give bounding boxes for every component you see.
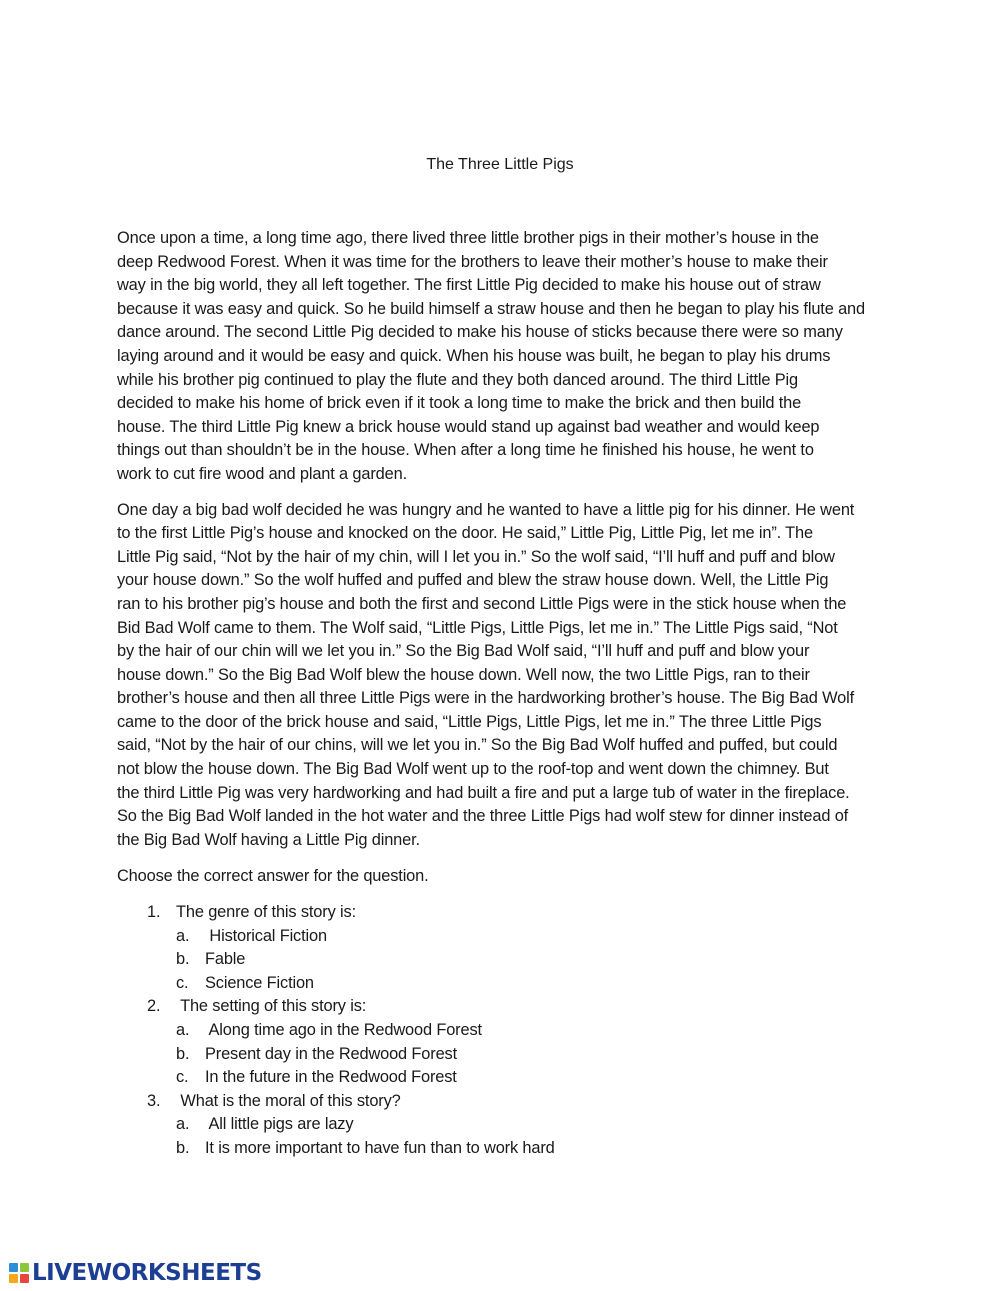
question-item	[117, 1090, 885, 1161]
paragraph-line: the third Little Pig was very hardworking and had built a fire and put a large tub of water in the fireplace.	[117, 783, 850, 802]
answer-option[interactable]	[176, 972, 885, 996]
logo-square-green	[20, 1263, 29, 1272]
paragraph-line: ran to his brother pig’s house and both the first and second Little Pigs were in the stick house when the	[117, 594, 847, 613]
answer-option[interactable]	[176, 1113, 885, 1137]
paragraph-line: not blow the house down. The Big Bad Wolf went up to the roof-top and went down the chimney. But	[117, 760, 829, 779]
story-paragraph-2	[117, 499, 885, 853]
option-text: Present day in the Redwood Forest	[205, 1044, 457, 1063]
option-label: c.	[176, 973, 189, 992]
paragraph-line: way in the big world, they all left together. The first Little Pig decided to make his house out of straw	[117, 276, 821, 295]
option-label: a.	[176, 926, 190, 945]
paragraph-line: work to cut fire wood and plant a garden.	[117, 464, 407, 483]
question-item	[117, 901, 885, 995]
answer-option[interactable]	[176, 1137, 885, 1161]
paragraph-line: your house down.” So the wolf huffed and puffed and blew the straw house down. Well, the Little Pig	[117, 571, 829, 590]
paragraph-line: So the Big Bad Wolf landed in the hot water and the three Little Pigs had wolf stew for dinner instead of	[117, 807, 849, 826]
answer-option[interactable]	[176, 1043, 885, 1067]
paragraph-line: Once upon a time, a long time ago, there lived three little brother pigs in their mother’s house in the	[117, 229, 819, 247]
option-text: All little pigs are lazy	[205, 1115, 354, 1134]
paragraph-line: brother’s house and then all three Little Pigs were in the hardworking brother’s house. The Big Bad Wolf	[117, 689, 855, 708]
paragraph-line: Bid Bad Wolf came to them. The Wolf said, “Little Pigs, Little Pigs, let me in.” The Little Pigs said, “Not	[117, 618, 838, 637]
paragraph-line: decided to make his home of brick even if it took a long time to make the brick and then build the	[117, 394, 802, 413]
answer-option[interactable]	[176, 1019, 885, 1043]
paragraph-line: while his brother pig continued to play the flute and they both danced around. The third Little Pig	[117, 370, 799, 389]
answer-option[interactable]	[176, 948, 885, 972]
answer-options	[176, 1113, 885, 1160]
story-paragraph-1	[117, 227, 885, 487]
paragraph-line: things out than shouldn’t be in the house. When after a long time he finished his house, he went to	[117, 441, 814, 460]
page-title: The Three Little Pigs	[426, 156, 574, 173]
option-label: b.	[176, 1138, 190, 1157]
logo-square-red	[20, 1274, 29, 1283]
option-text: It is more important to have fun than to work hard	[205, 1138, 555, 1157]
option-label: b.	[176, 1044, 190, 1063]
logo-wordmark: LIVEWORKSHEETS	[32, 1260, 262, 1286]
question-text: The setting of this story is:	[176, 997, 367, 1016]
document-body	[117, 227, 885, 1161]
logo-mark-icon	[9, 1263, 29, 1283]
option-text: Fable	[205, 950, 246, 969]
paragraph-line: laying around and it would be easy and quick. When his house was built, he began to play his drums	[117, 346, 831, 365]
option-text: In the future in the Redwood Forest	[205, 1068, 457, 1087]
paragraph-line: deep Redwood Forest. When it was time for the brothers to leave their mother’s house to make their	[117, 252, 828, 271]
paragraph-line: to the first Little Pig’s house and knocked on the door. He said,” Little Pig, Little Pig, let me in”. The	[117, 524, 813, 543]
answer-option[interactable]	[176, 1066, 885, 1090]
question-list	[117, 901, 885, 1161]
instruction-text: Choose the correct answer for the question.	[117, 867, 429, 886]
option-text: Science Fiction	[205, 973, 314, 992]
paragraph-line: the Big Bad Wolf having a Little Pig dinner.	[117, 830, 420, 849]
logo-square-orange	[9, 1274, 18, 1283]
paragraph-line: came to the door of the brick house and said, “Little Pigs, Little Pigs, let me in.” The three Little Pigs	[117, 712, 822, 731]
answer-options	[176, 925, 885, 996]
question-number: 2.	[147, 997, 161, 1016]
paragraph-line: said, “Not by the hair of our chins, will we let you in.” So the Big Bad Wolf huffed and puffed, but could	[117, 736, 838, 755]
liveworksheets-logo	[9, 1259, 262, 1287]
question-item	[117, 995, 885, 1089]
option-label: c.	[176, 1068, 189, 1087]
logo-square-blue	[9, 1263, 18, 1272]
paragraph-line: Little Pig said, “Not by the hair of my chin, will I let you in.” So the wolf said, “I’ll huff and puff and blow	[117, 547, 835, 566]
option-text: Along time ago in the Redwood Forest	[205, 1021, 482, 1039]
paragraph-line: by the hair of our chin will we let you in.” So the Big Bad Wolf said, “I’ll huff and puff and blow your	[117, 642, 810, 661]
option-label: a.	[176, 1115, 190, 1134]
paragraph-line: One day a big bad wolf decided he was hungry and he wanted to have a little pig for his dinner. He went	[117, 500, 855, 519]
answer-option[interactable]	[176, 925, 885, 949]
paragraph-line: because it was easy and quick. So he build himself a straw house and then he began to play his flute and	[117, 299, 865, 318]
question-text: The genre of this story is:	[176, 903, 356, 922]
option-text: Historical Fiction	[205, 926, 327, 945]
answer-options	[176, 1019, 885, 1090]
option-label: a.	[176, 1021, 190, 1039]
question-number: 1.	[147, 903, 161, 922]
option-label: b.	[176, 950, 190, 969]
paragraph-line: house. The third Little Pig knew a brick house would stand up against bad weather and would keep	[117, 417, 820, 436]
paragraph-line: house down.” So the Big Bad Wolf blew the house down. Well now, the two Little Pigs, ran to their	[117, 665, 810, 684]
question-number: 3.	[147, 1091, 161, 1110]
paragraph-line: dance around. The second Little Pig decided to make his house of sticks because there were so many	[117, 323, 843, 342]
question-text: What is the moral of this story?	[176, 1091, 401, 1110]
